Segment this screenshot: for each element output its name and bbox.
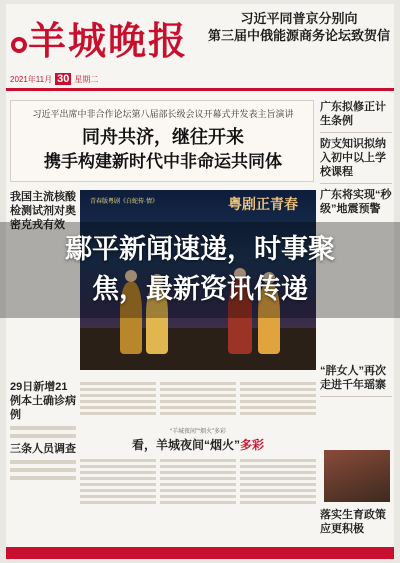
divider	[320, 396, 392, 397]
lower-left-column	[10, 380, 76, 484]
promo-overlay	[0, 222, 400, 318]
article-columns	[80, 382, 316, 418]
masthead-divider	[6, 88, 394, 91]
article-column	[160, 382, 236, 418]
article-column	[240, 382, 316, 418]
lead-story[interactable]	[10, 100, 314, 182]
left-story-2[interactable]: 29日新增21例本土确诊病例	[10, 381, 76, 421]
photo-caption: 青春版粤剧《白蛇传·情》	[90, 199, 158, 205]
right-story-3[interactable]: 广东将实现“秒级”地震预警	[320, 189, 392, 215]
lead-title-line1: 同舟共济，继往开来	[82, 127, 244, 147]
right-story-5[interactable]: 落实生育政策应更积极	[320, 509, 386, 535]
left-story-3[interactable]: 三条人员调查	[10, 443, 76, 455]
top-headline-line2: 第三届中俄能源商务论坛致贺信	[207, 28, 390, 43]
overlay-line-1: 鄢平新闻速递，时事聚	[65, 234, 335, 265]
photo-title: 粤剧正青春	[228, 197, 298, 213]
divider	[320, 132, 392, 133]
weekday: 星期二	[74, 74, 99, 84]
side-photo[interactable]	[324, 450, 390, 502]
overlay-line-2: 焦，最新资讯传递	[92, 274, 308, 305]
text-filler	[10, 434, 76, 438]
lower-story-kicker: “羊城夜间”“烟火”多彩	[170, 429, 226, 435]
text-filler	[10, 460, 76, 464]
article-column	[160, 459, 236, 507]
article-column	[80, 459, 156, 507]
divider	[320, 183, 392, 184]
lower-story[interactable]	[80, 376, 316, 507]
text-filler	[10, 468, 76, 472]
lead-title-line2: 携手构建新时代中非命运共同体	[44, 152, 282, 171]
right-story-4[interactable]: “胖女人”再次走进千年瑶寨	[320, 365, 386, 391]
page-footer	[6, 547, 394, 559]
article-column	[240, 459, 316, 507]
lower-headline-plain: 看，羊城夜间“烟火”	[131, 438, 240, 452]
top-headline[interactable]	[206, 10, 392, 44]
masthead	[6, 4, 394, 72]
article-columns	[80, 459, 316, 507]
lead-kicker: 习近平出席中非合作论坛第八届部长级会议开幕式并发表主旨演讲	[32, 109, 294, 119]
lower-story-headline	[80, 436, 316, 453]
newspaper-logo[interactable]: 羊城晚报	[28, 18, 189, 63]
stage-floor	[80, 328, 316, 370]
date-bar	[6, 72, 206, 86]
date-prefix: 2021年11月	[10, 74, 53, 84]
article-column	[80, 382, 156, 418]
logo-emblem-icon	[10, 34, 28, 56]
date-day: 30	[57, 73, 70, 85]
right-story-1[interactable]: 广东拟修正计生条例	[320, 101, 386, 127]
text-filler	[10, 426, 76, 430]
left-story-1[interactable]: 我国主流核酸检测试剂对奥密克戎有效	[10, 191, 76, 231]
right-column	[320, 100, 392, 216]
right-story-2[interactable]: 防支知识拟纳入初中以上学校课程	[320, 138, 386, 178]
lower-headline-red: 多彩	[240, 438, 265, 452]
top-headline-line1: 习近平同普京分别向	[240, 11, 358, 26]
text-filler	[10, 476, 76, 480]
lower-right-column	[320, 364, 392, 401]
